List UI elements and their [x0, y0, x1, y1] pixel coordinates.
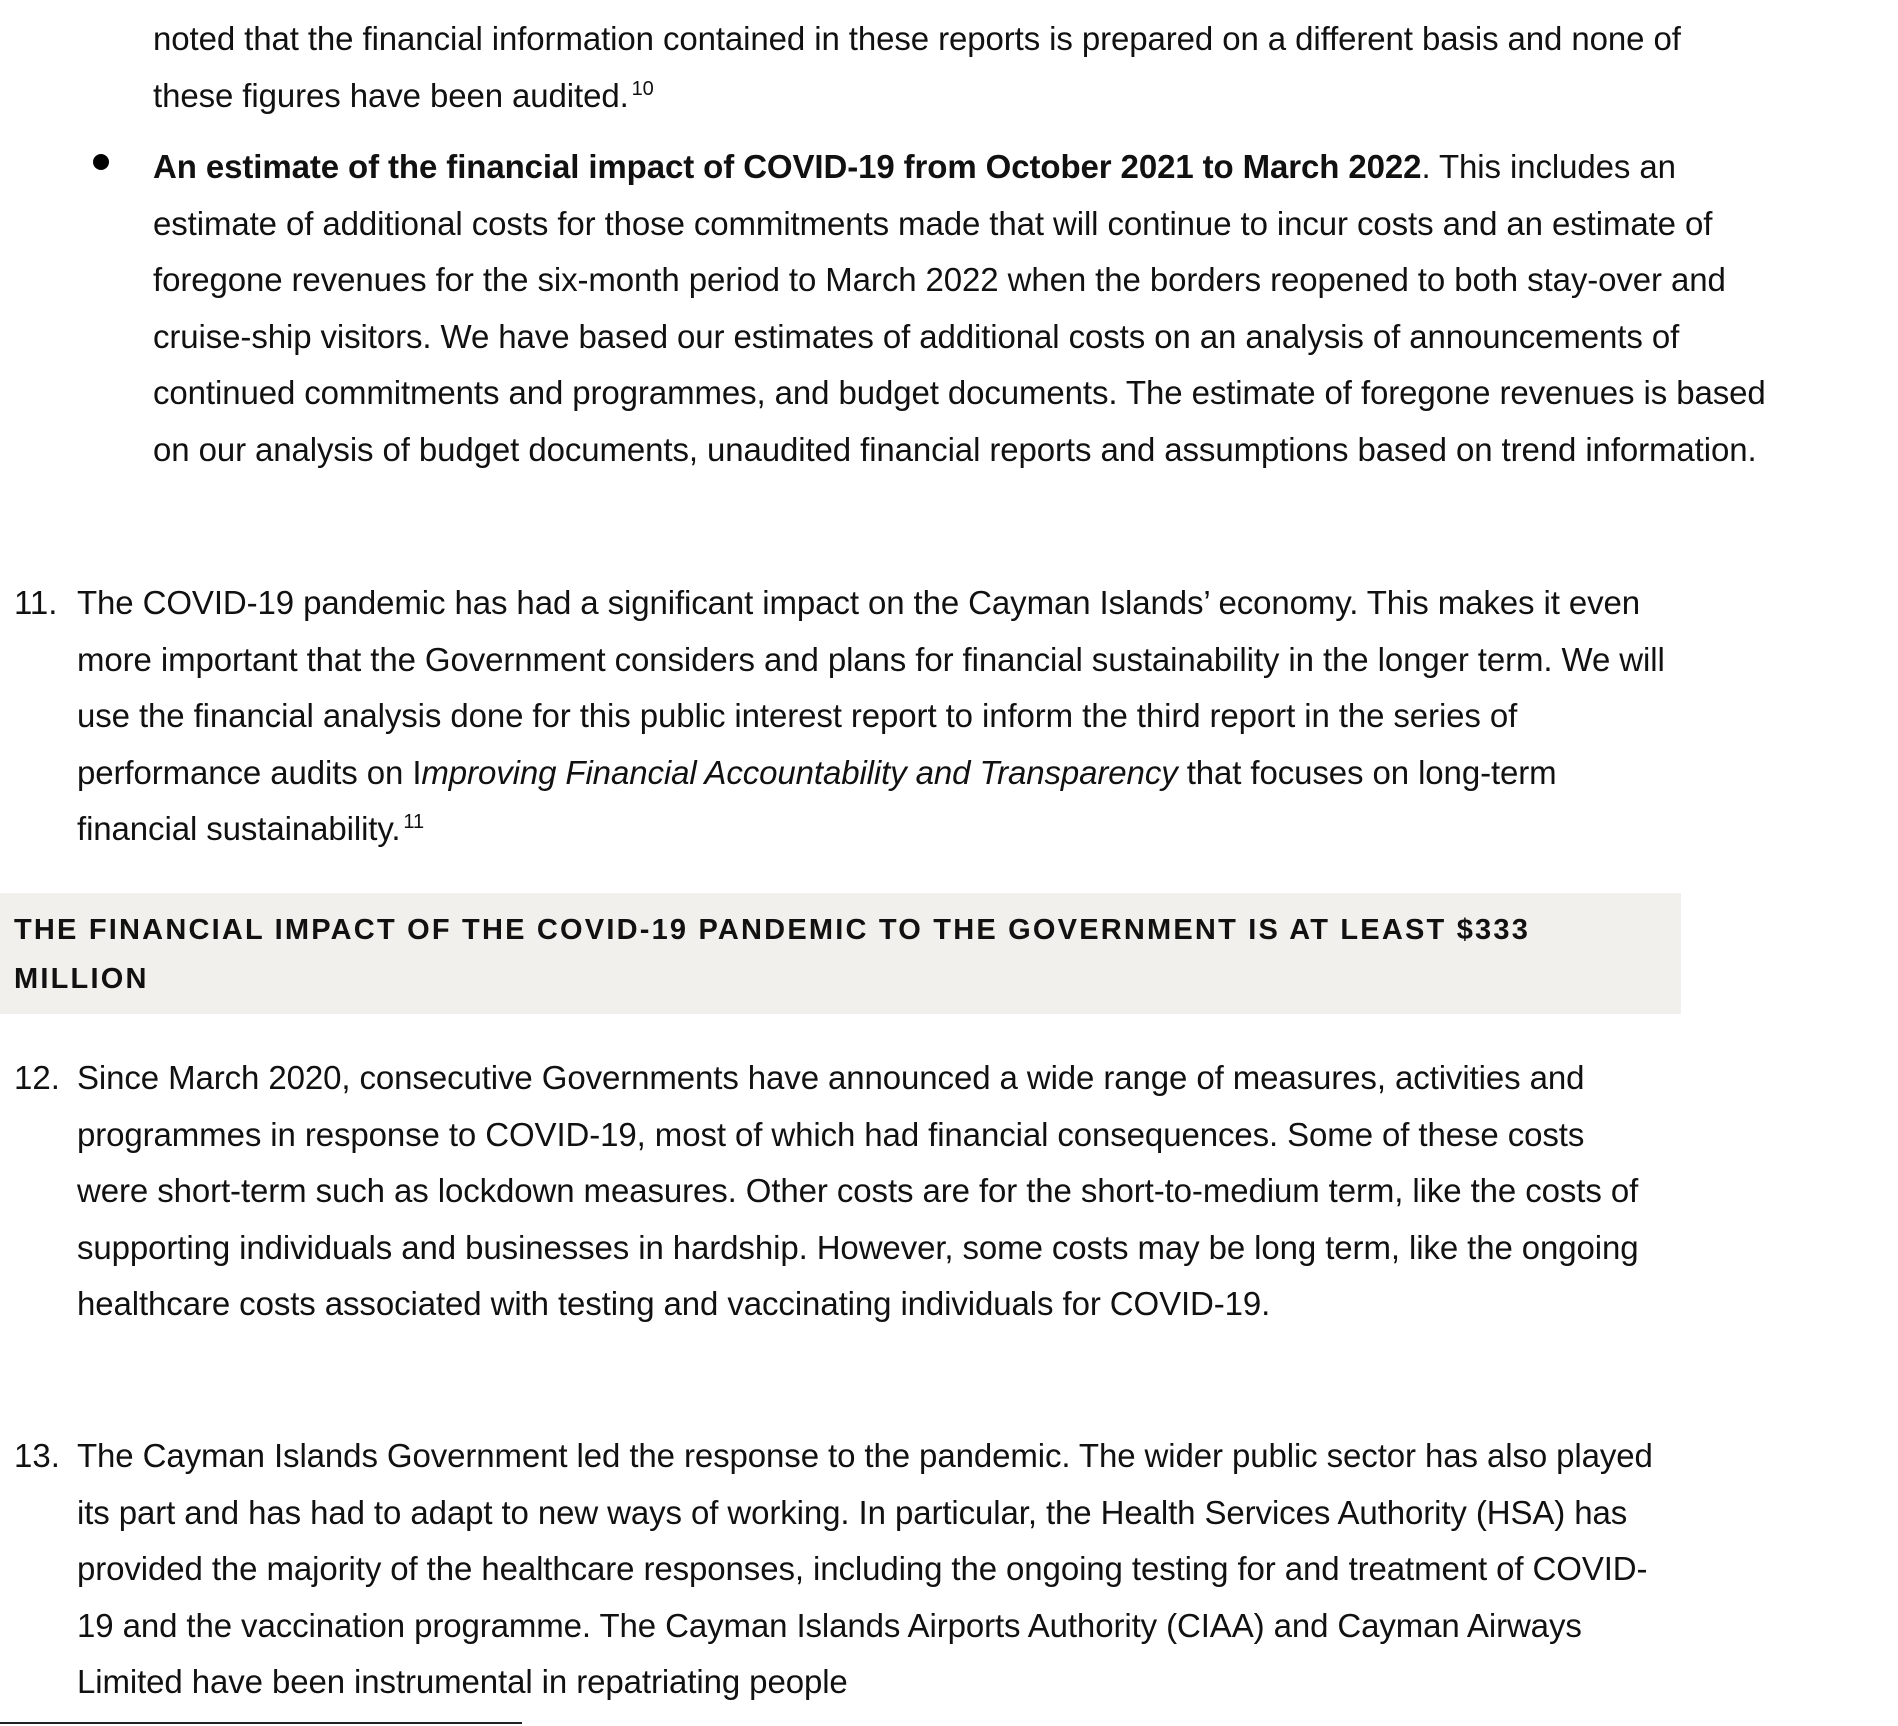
- paragraph-13: The Cayman Islands Government led the response to the pandemic. The wider public sector has also played its part and has had to adapt to new ways of working. In particular, the Health Services Authority (HSA) has provided the majority of the healthcare responses, including the ongoing testing for and treatment of COVID-19 and the vaccination programme. The Cayman Islands Airports Authority (CIAA) and Cayman Airways Limited have been instrumental in repatriating people: [77, 1437, 1653, 1700]
- paragraph-11-text: The COVID-19 pandemic has had a significant impact on the Cayman Islands’ economy. This makes it even more important that the Government considers and plans for financial sustainability in the longer term. We will use the financial analysis done for this public interest report to inform the third report in the series of performance audits on I: [77, 584, 1665, 791]
- paragraph-number-11: 11.: [14, 584, 58, 621]
- intro-continuation-paragraph: [153, 11, 1733, 124]
- paragraph-number-12: 12.: [14, 1059, 60, 1096]
- footnote-ref-11: 11: [403, 811, 424, 833]
- bullet-bold-lead: An estimate of the financial impact of COVID-19 from October 2021 to March 2022: [153, 148, 1422, 185]
- paragraph-11: [77, 575, 1677, 858]
- paragraph-number-13: 13.: [14, 1437, 60, 1474]
- report-title-italic: mproving Financial Accountability and Transparency: [421, 753, 1178, 791]
- footnote-separator: [0, 1722, 522, 1724]
- bullet-paragraph: [153, 139, 1773, 478]
- footnote-ref-10: 10: [631, 77, 654, 100]
- paragraph-11-text-end: that focuses on long-term financial sustainability.: [77, 753, 1557, 847]
- paragraph-12: Since March 2020, consecutive Governments have announced a wide range of measures, activities and programmes in response to COVID-19, most of which had financial consequences. Some of these costs were short-term such as lockdown measures. Other costs are for the short-to-medium term, like the costs of supporting individuals and businesses in hardship. However, some costs may be long term, like the ongoing healthcare costs associated with testing and vaccinating individuals for COVID-19.: [77, 1059, 1639, 1322]
- bullet-icon: [93, 154, 109, 170]
- section-heading: THE FINANCIAL IMPACT OF THE COVID-19 PANDEMIC TO THE GOVERNMENT IS AT LEAST $333 MILLION: [14, 914, 1531, 995]
- bullet-text: . This includes an estimate of additional costs for those commitments made that will continue to incur costs and an estimate of foregone revenues for the six-month period to March 2022 when the borders reopened to both stay-over and cruise-ship visitors. We have based our estimates of additional costs on an analysis of announcements of continued commitments and programmes, and budget documents. The estimate of foregone revenues is based on our analysis of budget documents, unaudited financial reports and assumptions based on trend information.: [153, 148, 1766, 468]
- intro-continuation-text: noted that the financial information contained in these reports is prepared on a different basis and none of these figures have been audited.: [153, 20, 1681, 114]
